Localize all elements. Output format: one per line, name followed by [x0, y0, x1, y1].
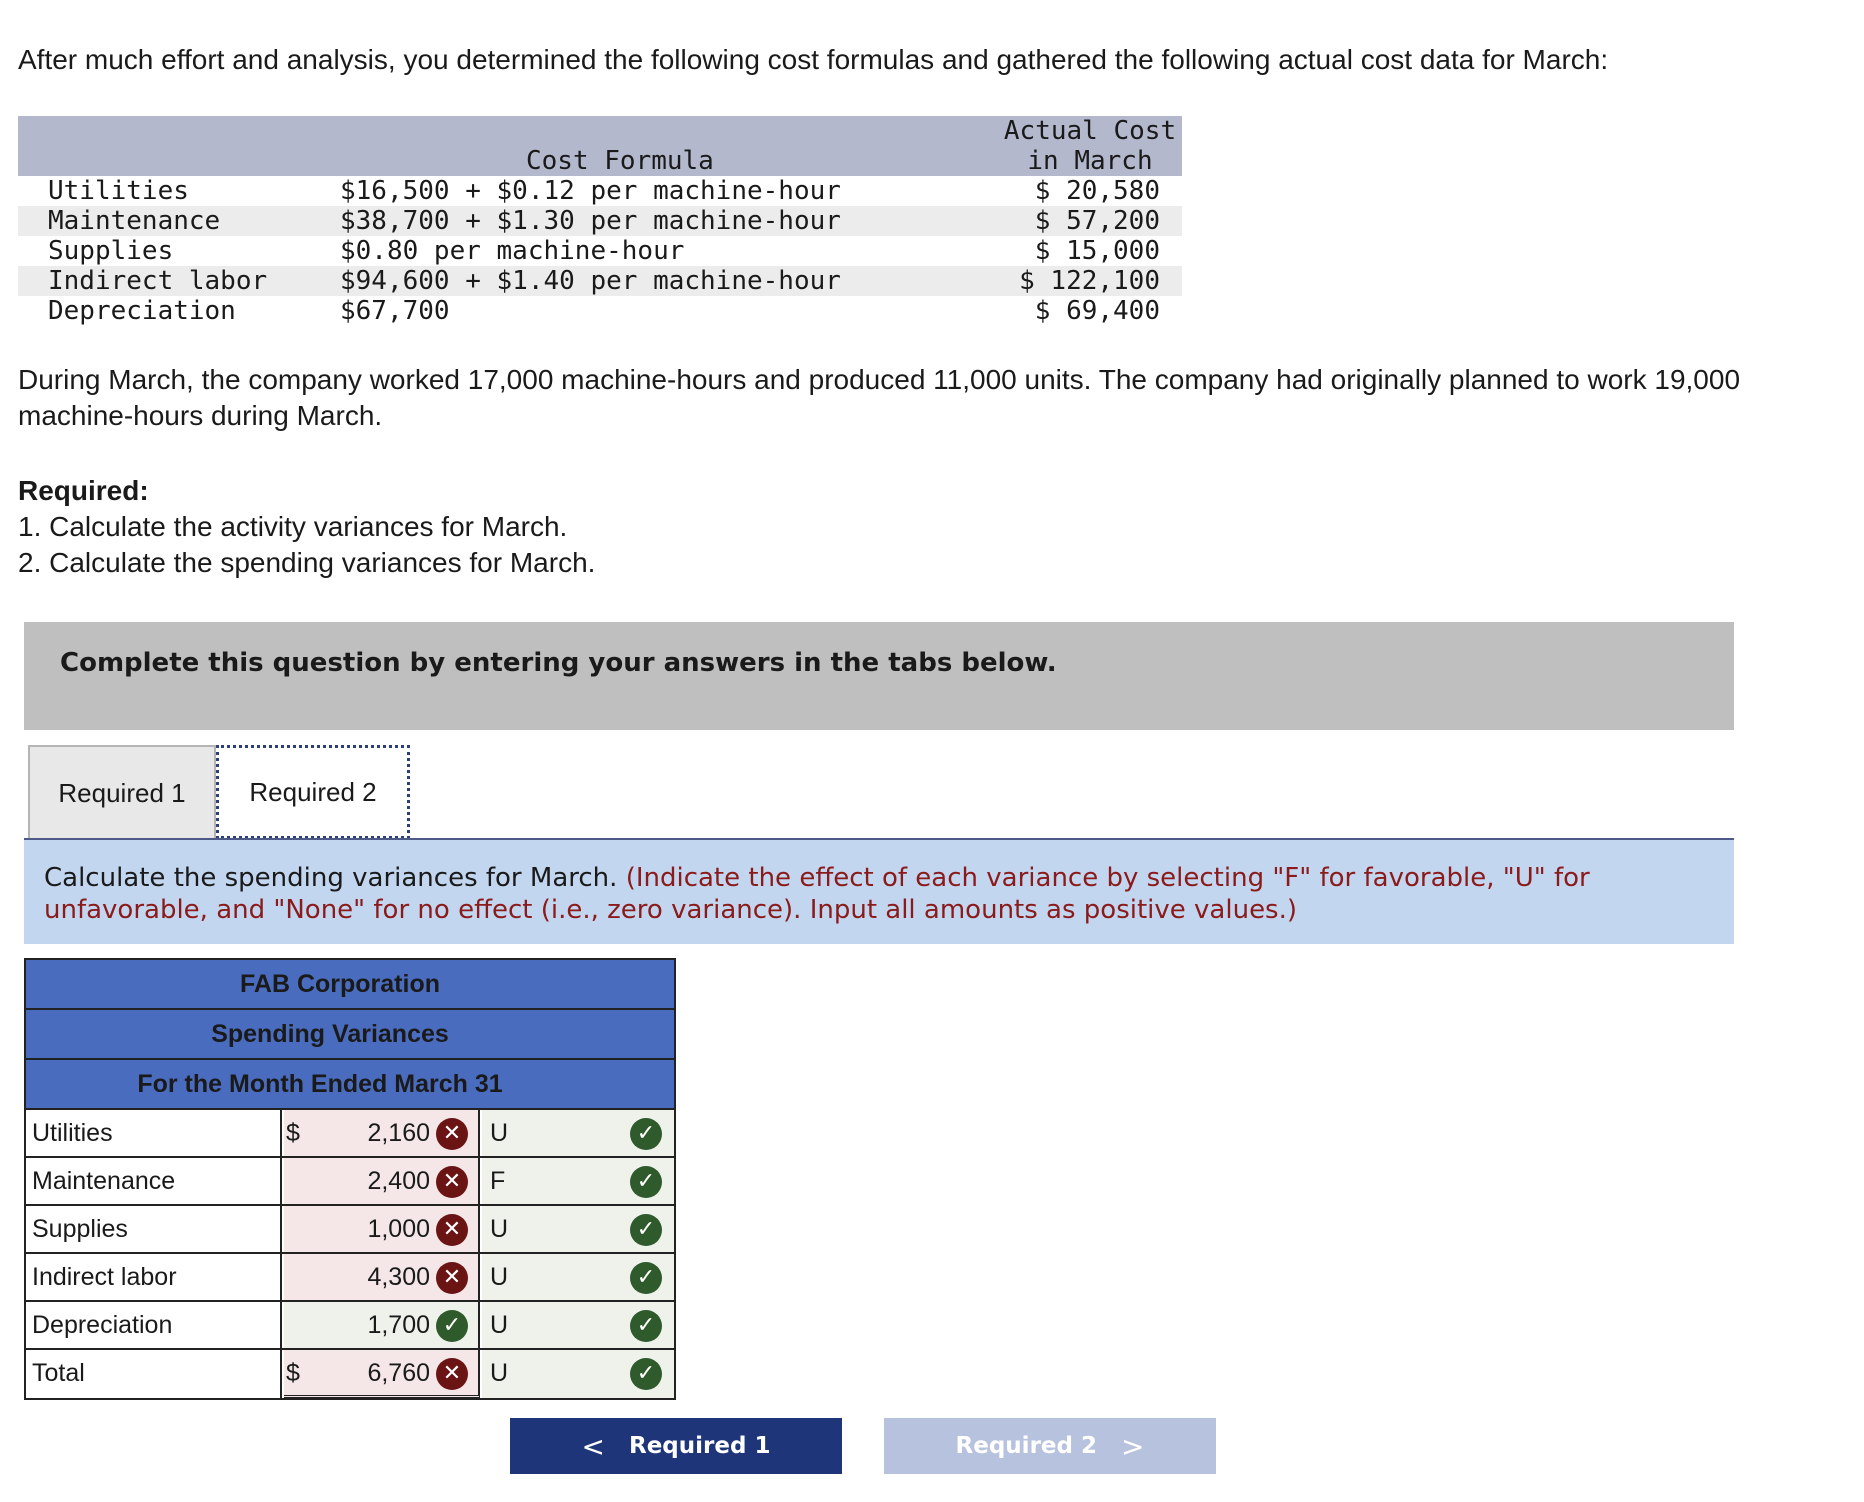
variance-label: Utilities [26, 1110, 282, 1156]
check-circle-icon: ✓ [436, 1310, 468, 1342]
effect-select[interactable] [482, 1302, 674, 1348]
variance-amount-input[interactable] [284, 1158, 480, 1204]
cost-row-indirect-labor [18, 266, 1182, 296]
company-name: FAB Corporation [26, 960, 674, 1010]
check-circle-icon: ✓ [630, 1214, 662, 1246]
cost-formula: $0.80 per machine-hour [340, 236, 685, 266]
check-circle-icon: ✓ [630, 1358, 662, 1390]
effect-value: U [490, 1359, 509, 1387]
x-circle-icon: ✕ [436, 1118, 468, 1150]
actual-cost-header-line1: Actual Cost [1003, 116, 1177, 146]
tab-required-1[interactable]: Required 1 [28, 745, 216, 839]
variance-amount: 1,000 [367, 1215, 430, 1243]
effect-value: U [490, 1311, 509, 1339]
effect-value: U [490, 1263, 509, 1291]
intro-text: After much effort and analysis, you determined the following cost formulas and gathered the following actual cost data for March: [18, 44, 1609, 75]
table-title: Spending Variances [26, 1010, 674, 1060]
variance-amount-input[interactable] [284, 1350, 480, 1398]
variance-label: Supplies [26, 1206, 282, 1252]
cost-row-depreciation [18, 296, 1182, 326]
variance-label: Maintenance [26, 1158, 282, 1204]
variance-row-depreciation [26, 1302, 674, 1350]
x-circle-icon: ✕ [436, 1262, 468, 1294]
x-circle-icon: ✕ [436, 1358, 468, 1390]
effect-select[interactable] [482, 1110, 674, 1156]
check-circle-icon: ✓ [630, 1166, 662, 1198]
cost-table-header [18, 116, 1182, 176]
effect-value: F [490, 1167, 506, 1195]
variance-label: Depreciation [26, 1302, 282, 1348]
march-activity-text: During March, the company worked 17,000 machine-hours and produced 11,000 units. The company had originally planned to work 19,000 machine-hours during March. [18, 364, 1741, 431]
variance-row-indirect-labor [26, 1254, 674, 1302]
x-circle-icon: ✕ [436, 1166, 468, 1198]
previous-required-button[interactable] [510, 1418, 842, 1474]
actual-cost: $ 20,580 [1034, 176, 1160, 206]
effect-select[interactable] [482, 1158, 674, 1204]
cost-formula: $94,600 + $1.40 per machine-hour [340, 266, 841, 296]
variance-label: Indirect labor [26, 1254, 282, 1300]
cost-row-maintenance [18, 206, 1182, 236]
required-item-2: 2. Calculate the spending variances for March. [18, 547, 596, 578]
cost-formula: $38,700 + $1.30 per machine-hour [340, 206, 841, 236]
variance-row-total [26, 1350, 674, 1398]
cost-row-supplies [18, 236, 1182, 266]
instruction-main: Calculate the spending variances for March. [44, 863, 626, 893]
effect-select[interactable] [482, 1350, 674, 1398]
variance-amount-input[interactable] [284, 1206, 480, 1252]
variance-amount-input[interactable] [284, 1110, 480, 1156]
effect-select[interactable] [482, 1254, 674, 1300]
next-required-button[interactable] [884, 1418, 1216, 1474]
chevron-left-icon: < [581, 1429, 605, 1463]
currency-symbol: $ [286, 1359, 300, 1387]
actual-cost-header [998, 116, 1182, 176]
variance-row-utilities [26, 1110, 674, 1158]
actual-cost: $ 57,200 [1034, 206, 1160, 236]
variance-amount-input[interactable] [284, 1302, 480, 1348]
cost-formula-header: Cost Formula [526, 146, 714, 176]
cost-item: Supplies [48, 236, 174, 266]
variance-amount: 4,300 [367, 1263, 430, 1291]
x-circle-icon: ✕ [436, 1214, 468, 1246]
required-item-1: 1. Calculate the activity variances for March. [18, 511, 568, 542]
instruction-banner [24, 622, 1734, 730]
cost-row-utilities [18, 176, 1182, 206]
cost-item: Indirect labor [48, 266, 268, 296]
question-instruction [24, 840, 1734, 944]
cost-formula: $67,700 [340, 296, 450, 326]
instruction-note: (Indicate the effect of each variance by selecting "F" for favorable, "U" for unfavorable, and "None" for no effect (i.e., zero variance). Input all amounts as positive values.) [44, 863, 1590, 925]
variance-row-maintenance [26, 1158, 674, 1206]
check-circle-icon: ✓ [630, 1118, 662, 1150]
chevron-right-icon: > [1120, 1429, 1145, 1463]
actual-cost: $ 15,000 [1034, 236, 1160, 266]
variance-amount: 1,700 [367, 1311, 430, 1339]
effect-value: U [490, 1215, 509, 1243]
variance-amount-input[interactable] [284, 1254, 480, 1300]
spending-variance-table [24, 958, 676, 1400]
cost-formula: $16,500 + $0.12 per machine-hour [340, 176, 841, 206]
cost-item: Maintenance [48, 206, 221, 236]
actual-cost-header-line2: in March [1027, 146, 1153, 176]
actual-cost: $ 69,400 [1034, 296, 1160, 326]
currency-symbol: $ [286, 1119, 300, 1147]
check-circle-icon: ✓ [630, 1262, 662, 1294]
variance-label: Total [26, 1350, 282, 1398]
cost-item: Utilities [48, 176, 189, 206]
actual-cost: $ 122,100 [1019, 266, 1160, 296]
effect-select[interactable] [482, 1206, 674, 1252]
cost-item: Depreciation [48, 296, 236, 326]
variance-amount: 2,160 [367, 1119, 430, 1147]
variance-amount: 6,760 [367, 1359, 430, 1387]
effect-value: U [490, 1119, 509, 1147]
required-heading: Required: [18, 475, 149, 506]
variance-row-supplies [26, 1206, 674, 1254]
previous-button-label: Required 1 [629, 1433, 771, 1459]
tab-required-2[interactable]: Required 2 [216, 745, 410, 839]
check-circle-icon: ✓ [630, 1310, 662, 1342]
variance-amount: 2,400 [367, 1167, 430, 1195]
next-button-label: Required 2 [955, 1433, 1097, 1459]
banner-text: Complete this question by entering your answers in the tabs below. [60, 648, 1057, 678]
table-period: For the Month Ended March 31 [26, 1060, 674, 1110]
